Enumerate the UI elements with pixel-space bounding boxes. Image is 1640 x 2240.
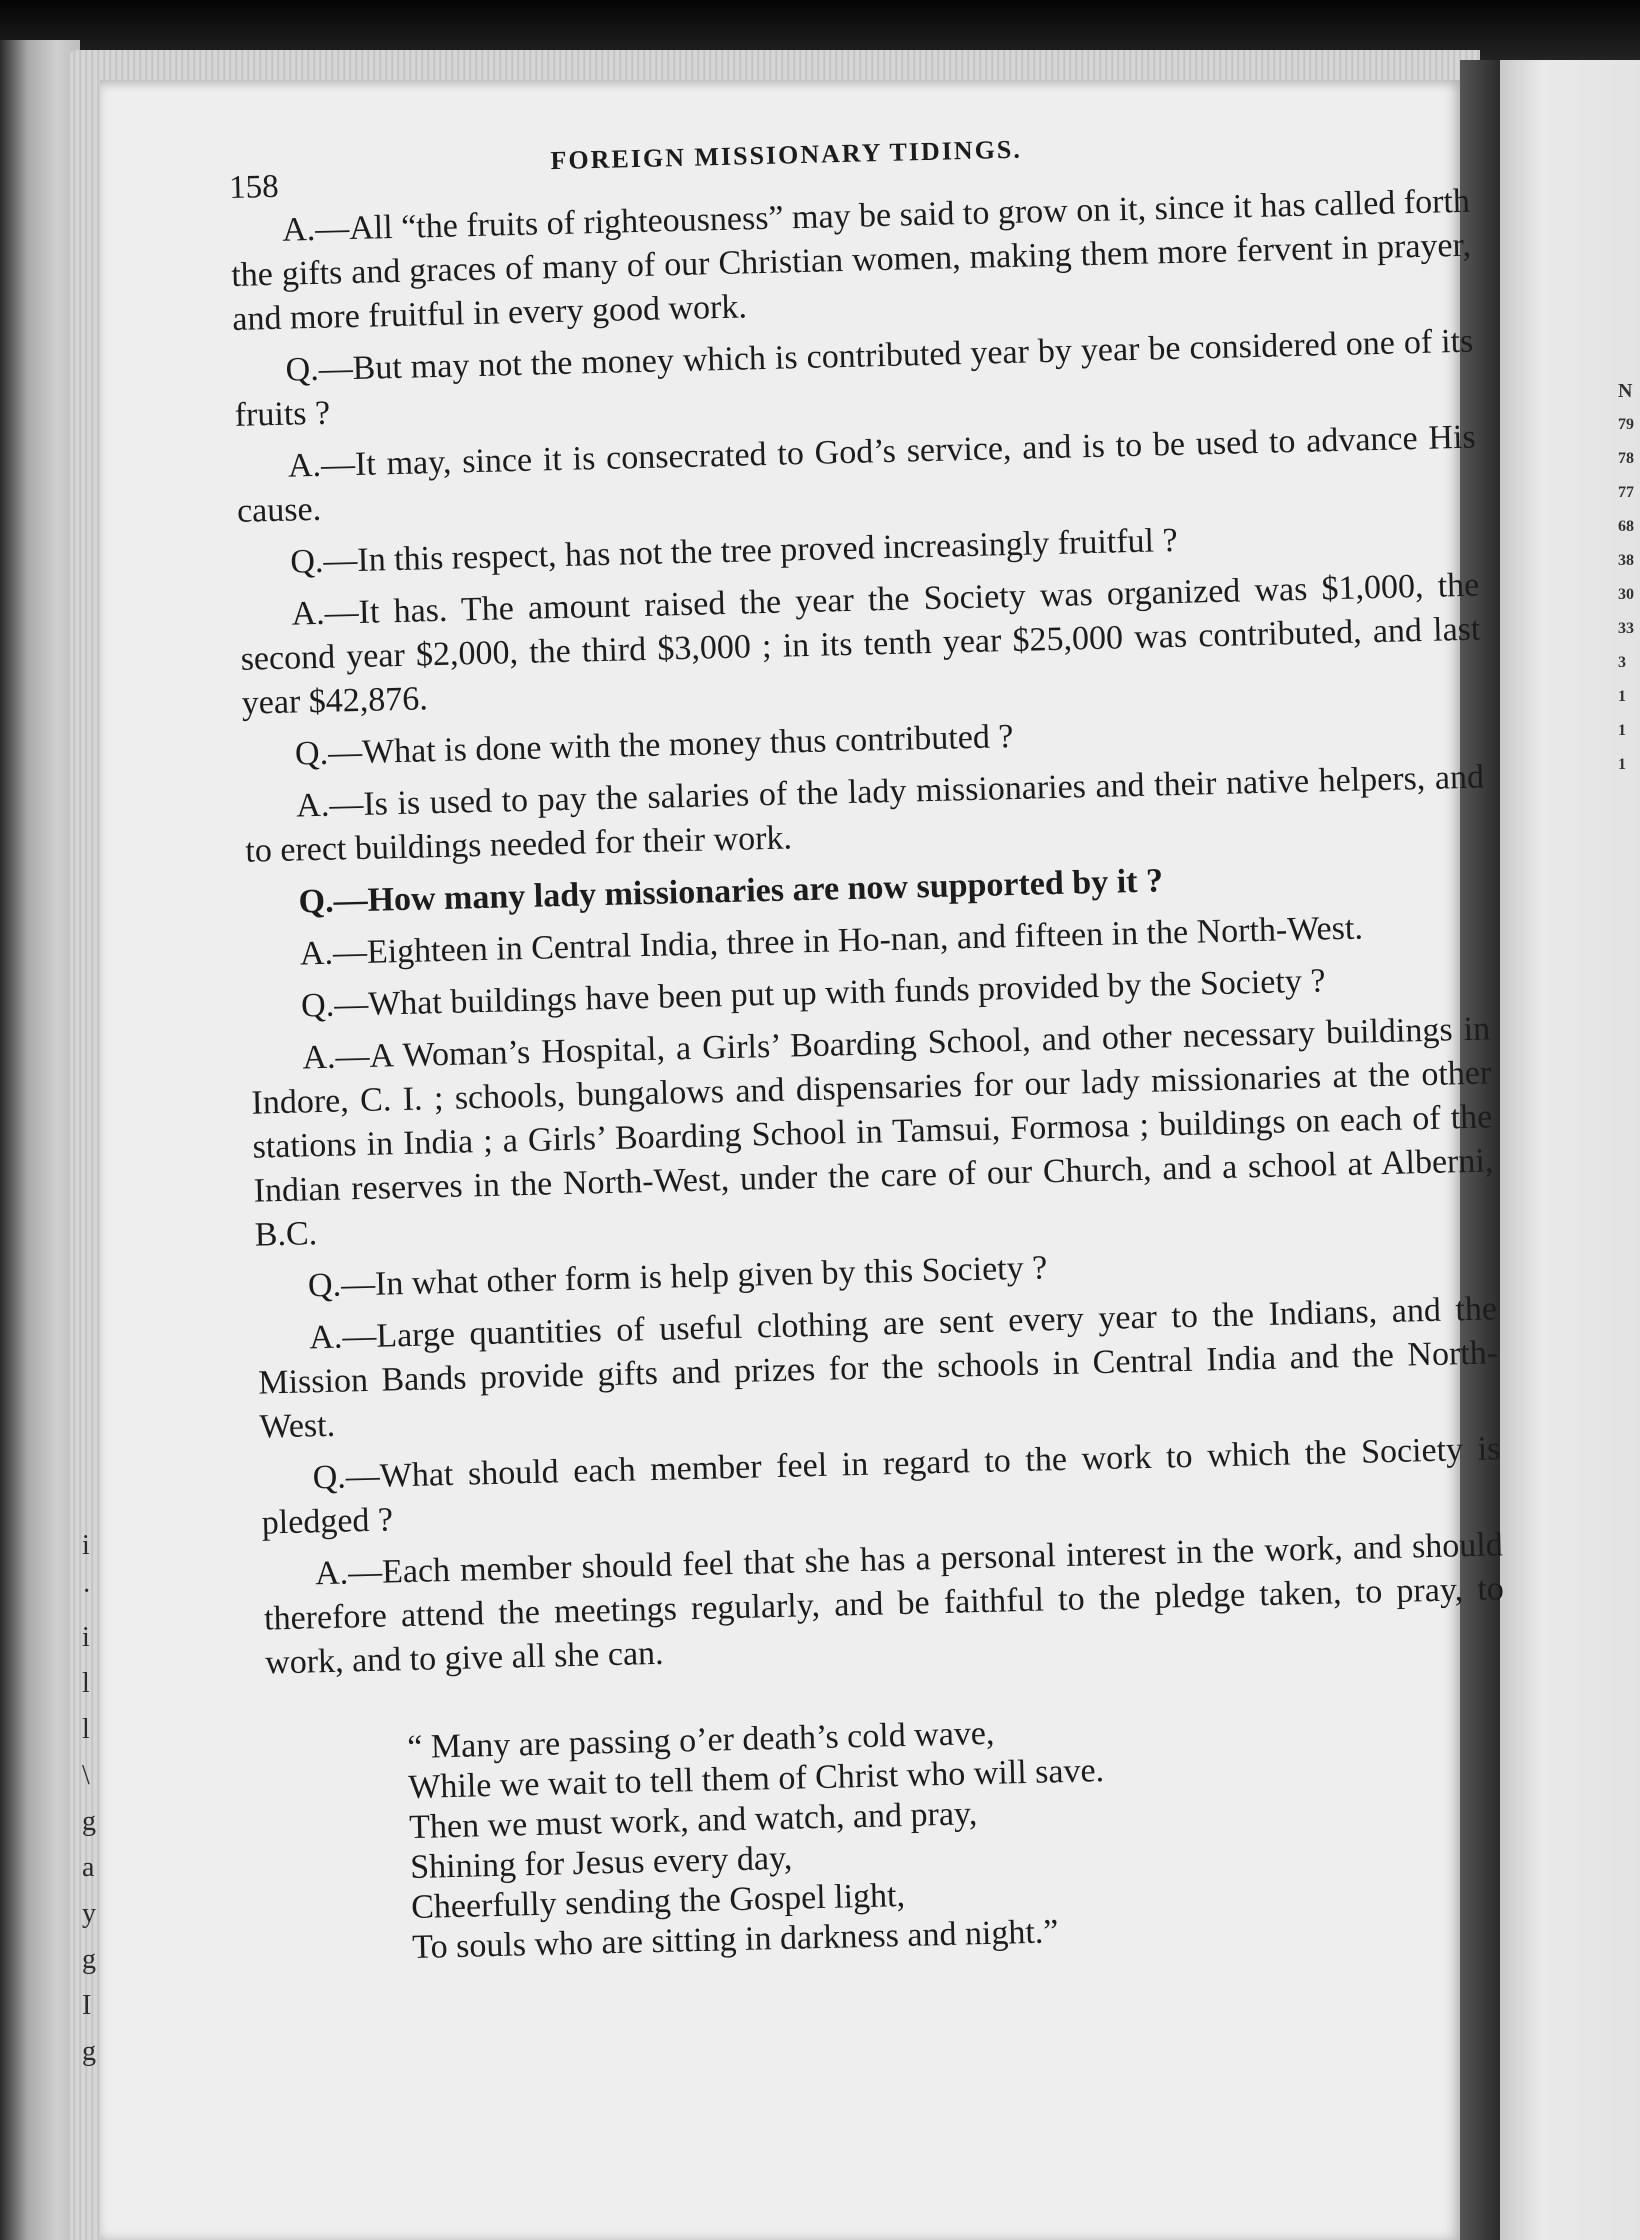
facing-page-fragment: 1 — [1618, 688, 1626, 705]
answer-paragraph: A.—It may, since it is consecrated to God’s service, and is to be used to advance His cause. — [236, 418, 1477, 530]
poem-line: “ Many are passing o’er death’s cold wave, — [406, 1714, 995, 1767]
left-margin-glyph: g — [82, 1944, 96, 1975]
answer-paragraph: A.—Each member should feel that she has a personal interest in the work, and should therefore attend the meetings regularly, and be faithful to the pledge taken, to pray, to work, and to give all she can. — [263, 1526, 1505, 1682]
facing-page-fragment: 30 — [1618, 586, 1634, 603]
facing-page-fragment: 77 — [1618, 484, 1634, 501]
question-paragraph: Q.—In what other form is help given by this Society ? — [307, 1249, 1048, 1305]
facing-page-fragment: 1 — [1618, 722, 1626, 739]
facing-page — [1500, 60, 1640, 2240]
facing-page-fragment: 33 — [1618, 620, 1634, 637]
facing-page-fragment: N — [1618, 380, 1633, 402]
left-margin-glyph: \ — [82, 1760, 90, 1791]
left-margin-glyph: l — [82, 1668, 90, 1699]
left-margin-glyph: i — [82, 1530, 90, 1561]
facing-page-fragment: 78 — [1618, 450, 1634, 467]
facing-page-fragment: 38 — [1618, 552, 1634, 569]
question-paragraph: Q.—What should each member feel in regard to the work to which the Society is pledged ? — [261, 1430, 1501, 1542]
left-margin-glyph: g — [82, 2036, 96, 2067]
question-paragraph: Q.—In this respect, has not the tree proved increasingly fruitful ? — [289, 521, 1179, 581]
left-margin-glyph: l — [82, 1714, 90, 1745]
question-paragraph: Q.—But may not the money which is contributed year by year be considered one of its fruits ? — [234, 322, 1474, 434]
poem-line: Cheerfully sending the Gospel light, — [410, 1876, 906, 1927]
left-margin-glyph: a — [82, 1852, 95, 1883]
page-number: 158 — [228, 168, 280, 206]
facing-page-fragment: 1 — [1618, 756, 1626, 773]
answer-paragraph: A.—Large quantities of useful clothing are sent every year to the Indians, and the Mission Bands provide gifts and prizes for the schools in Central India and the North-West. — [257, 1290, 1499, 1446]
closing-poem — [407, 1701, 1513, 1968]
left-margin-glyph: g — [82, 1806, 96, 1837]
question-paragraph: Q.—How many lady missionaries are now supported by it ? — [298, 862, 1164, 921]
poem-line: Then we must work, and watch, and pray, — [408, 1795, 978, 1847]
poem-line: Shining for Jesus every day, — [409, 1839, 793, 1887]
answer-paragraph: A.—Is is used to pay the salaries of the lady missionaries and their native helpers, and to erect buildings needed for their work. — [244, 758, 1485, 870]
question-paragraph: Q.—What buildings have been put up with funds provided by the Society ? — [300, 962, 1326, 1025]
left-margin-glyph: I — [82, 1990, 92, 2021]
facing-page-fragment: 68 — [1618, 518, 1634, 535]
poem-line: To souls who are sitting in darkness and night.” — [411, 1913, 1059, 1967]
answer-paragraph: A.—A Woman’s Hospital, a Girls’ Boarding School, and other necessary buildings in Indore, C. I. ; schools, bungalows and dispensaries for our lady missionaries at the other stations in India ; a Girls’ Boarding School in Tamsui, Formosa ; buildings on each of the Indian reserves in the North-West, under the care of our Church, and a school at Alberni, B.C. — [251, 1010, 1494, 1254]
running-head: FOREIGN MISSIONARY TIDINGS. — [550, 134, 1023, 176]
question-paragraph: Q.—What is done with the money thus contributed ? — [294, 717, 1014, 773]
answer-paragraph: A.—Eighteen in Central India, three in Ho-nan, and fifteen in the North-West. — [299, 909, 1364, 973]
answer-paragraph: A.—It has. The amount raised the year the Society was organized was $1,000, the second year $2,000, the third $3,000 ; in its tenth year $25,000 was contributed, and last year $42,876. — [240, 566, 1481, 722]
page-content — [228, 110, 1512, 1972]
left-margin-glyph: · — [82, 1576, 92, 1607]
left-margin-glyph: y — [82, 1898, 96, 1929]
left-margin-glyph: i — [82, 1622, 90, 1653]
poem-line: While we wait to tell them of Christ who will save. — [407, 1752, 1105, 1807]
left-margin-glyphs — [82, 1530, 106, 2082]
facing-page-fragment: 3 — [1618, 654, 1626, 671]
facing-page-fragment: 79 — [1618, 416, 1634, 433]
book-left-edge — [0, 40, 80, 2240]
answer-paragraph: A.—All “the fruits of righteousness” may be said to grow on it, since it has called forth the gifts and graces of many of our Christian women, making them more fervent in prayer, and more fruitful in every good work. — [230, 182, 1472, 338]
